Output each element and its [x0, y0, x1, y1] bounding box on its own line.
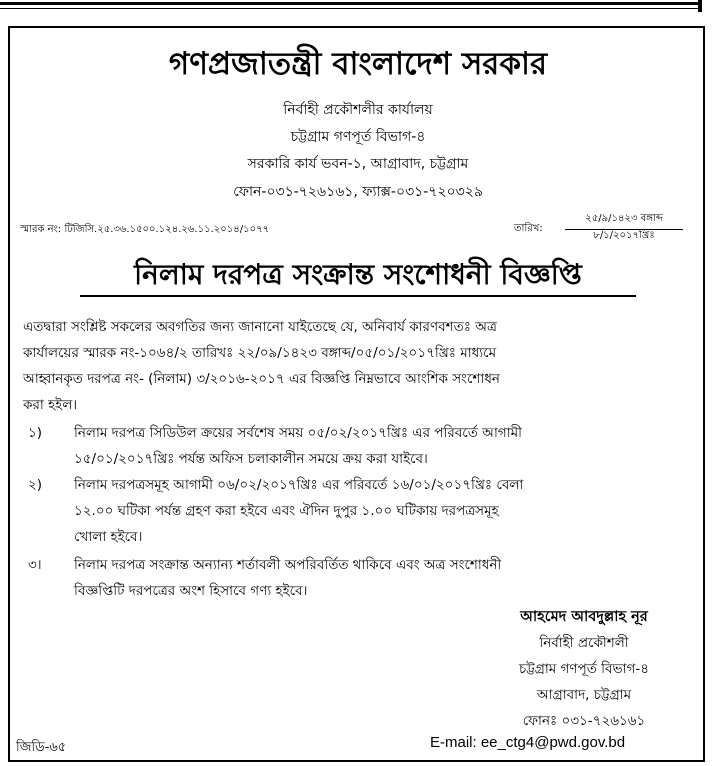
top-rule-corner [698, 0, 702, 12]
government-title: গণপ্রজাতন্ত্রী বাংলাদেশ সরকার [168, 46, 548, 82]
top-rule-thick [0, 2, 700, 5]
signatory-location: আগ্রাবাদ, চট্টগ্রাম [536, 687, 632, 703]
item-line: খোলা হইবে। [74, 529, 143, 545]
item-line: বিজ্ঞপ্তিটি দরপত্রের অংশ হিসাবে গণ্য হইবে। [74, 583, 308, 599]
item-number: ১) [28, 425, 43, 441]
date-gregorian: ৮/১/২০১৭খ্রিঃ [593, 230, 655, 241]
item-line: নিলাম দরপত্র সংক্রান্ত অন্যান্য শর্তাবলী অপরিবর্তিত থাকিবে এবং অত্র সংশোধনী [74, 557, 502, 573]
intro-line: আহ্বানকৃত দরপত্র নং- (নিলাম) ৩/২০১৬-২০১৭ এর বিজ্ঞপ্তি নিম্নভাবে আংশিক সংশোধন [23, 371, 500, 387]
office-address: সরকারি কার্য ভবন-১, আগ্রাবাদ, চট্টগ্রাম [247, 156, 469, 172]
division-name: চট্টগ্রাম গণপূর্ত বিভাগ-৪ [290, 129, 426, 145]
item-number: ৩। [28, 557, 42, 573]
top-border [0, 0, 716, 14]
office-name: নির্বাহী প্রকৌশলীর কার্যালয় [283, 102, 433, 118]
signatory-designation: নির্বাহী প্রকৌশলী [539, 635, 629, 651]
item-number: ২) [28, 477, 43, 493]
intro-line: করা হইল। [23, 397, 78, 413]
memo-number: স্মারক নং: টিজিসি.২৫.৩৬.১৫০০.১২৪.২৬.১১.২০১৪/১০৭৭ [20, 224, 270, 235]
email-link[interactable]: E-mail: ee_ctg4@pwd.gov.bd [430, 734, 626, 751]
notice-title: নিলাম দরপত্র সংক্রান্ত সংশোধনী বিজ্ঞপ্তি [80, 255, 636, 297]
top-rule-thin [0, 8, 700, 9]
gd-number: জিডি-৬৫ [16, 740, 67, 755]
date-label: তারিখ: [514, 223, 543, 234]
contact-line: ফোন-০৩১-৭২৬১৬১, ফ্যাক্স-০৩১-৭২০৩২৯ [233, 184, 483, 200]
date-bangla: ২৫/৯/১৪২৩ বঙ্গাব্দ [565, 211, 683, 230]
item-line: নিলাম দরপত্র সিডিউল ক্রয়ের সর্বশেষ সময় ০৫/০২/২০১৭খ্রিঃ এর পরিবর্তে আগামী [74, 425, 522, 441]
intro-line: কার্যালয়ের স্মারক নং-১০৬৪/২ তারিখঃ ২২/০৯/১৪২৩ বঙ্গাব্দ/০৫/০১/২০১৭খ্রিঃ মাধ্যমে [23, 345, 497, 361]
item-line: ১৫/০১/২০১৭খ্রিঃ পর্যন্ত অফিস চলাকালীন সময়ে ক্রয় করা যাইবে। [74, 451, 428, 467]
intro-line: এতদ্বারা সংশ্লিষ্ট সকলের অবগতির জন্য জানানো যাইতেছে যে, অনিবার্য কারণবশতঃ অত্র [23, 319, 497, 335]
signatory-name: আহমেদ আবদুল্লাহ নূর [520, 609, 648, 625]
signatory-division: চট্টগ্রাম গণপূর্ত বিভাগ-৪ [518, 661, 650, 677]
item-line: ১২.০০ ঘটিকা পর্যন্ত গ্রহণ করা হইবে এবং ঐদিন দুপুর ১.০০ ঘটিকায় দরপত্রসমূহ [74, 503, 499, 519]
item-line: নিলাম দরপত্রসমূহ আগামী ০৬/০২/২০১৭খ্রিঃ এর পরিবর্তে ১৬/০১/২০১৭খ্রিঃ বেলা [74, 477, 524, 493]
signatory-phone: ফোনঃ ০৩১-৭২৬১৬১ [522, 713, 646, 729]
